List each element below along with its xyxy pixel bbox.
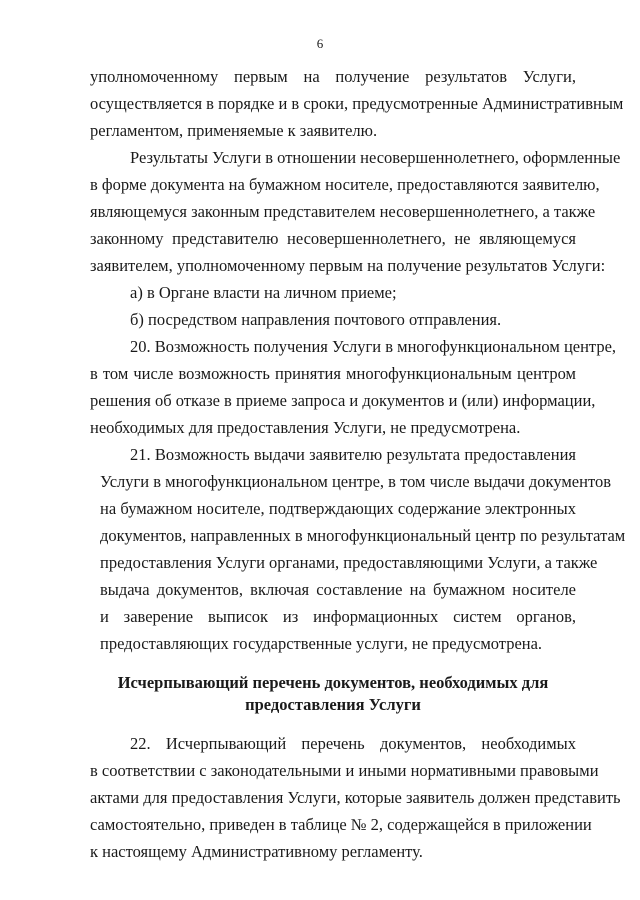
page-number: 6 [316, 36, 324, 51]
text-line: регламентом, применяемые к заявителю. [90, 121, 378, 140]
text-line: осуществляется в порядке и в сроки, предусмотренные Административным [90, 94, 624, 113]
text-line: документов, направленных в многофункциональный центр по результатам [100, 526, 626, 545]
text-line: предоставления Услуги органами, предоставляющими Услуги, а также [100, 553, 598, 572]
text-line: на бумажном носителе, подтверждающих содержание электронных [100, 499, 576, 518]
text-line: выдача документов, включая составление на бумажном носителе [100, 580, 576, 599]
text-line: и заверение выписок из информационных систем органов, [100, 607, 576, 626]
text-line: в том числе возможность принятия многофункциональным центром [90, 364, 576, 383]
text-line: необходимых для предоставления Услуги, не предусмотрена. [90, 418, 521, 437]
text-line: уполномоченному первым на получение результатов Услуги, [90, 67, 576, 86]
text-line: самостоятельно, приведен в таблице № 2, содержащейся в приложении [90, 815, 592, 834]
text-line: к настоящему Административному регламенту. [90, 842, 423, 861]
text-line: 21. Возможность выдачи заявителю результата предоставления [130, 445, 576, 464]
text-line: решения об отказе в приеме запроса и документов и (или) информации, [90, 391, 596, 410]
section-heading-line: предоставления Услуги [245, 695, 421, 714]
list-item: а) в Органе власти на личном приеме; [130, 283, 397, 302]
text-line: актами для предоставления Услуги, которые заявитель должен представить [90, 788, 621, 807]
text-line: 20. Возможность получения Услуги в многофункциональном центре, [130, 337, 617, 356]
text-line: предоставляющих государственные услуги, не предусмотрена. [100, 634, 543, 653]
list-item: б) посредством направления почтового отправления. [130, 310, 502, 329]
text-line: в форме документа на бумажном носителе, предоставляются заявителю, [90, 175, 600, 194]
text-line: 22. Исчерпывающий перечень документов, необходимых [130, 734, 576, 753]
text-line: Услуги в многофункциональном центре, в том числе выдачи документов [100, 472, 611, 491]
text-line: являющемуся законным представителем несовершеннолетнего, а также [90, 202, 596, 221]
text-line: в соответствии с законодательными и иными нормативными правовыми [90, 761, 599, 780]
text-line: Результаты Услуги в отношении несовершеннолетнего, оформленные [130, 148, 621, 167]
text-line: заявителем, уполномоченному первым на получение результатов Услуги: [90, 256, 606, 275]
text-line: законному представителю несовершеннолетнего, не являющемуся [90, 229, 576, 248]
section-heading-line: Исчерпывающий перечень документов, необходимых для [117, 673, 549, 692]
